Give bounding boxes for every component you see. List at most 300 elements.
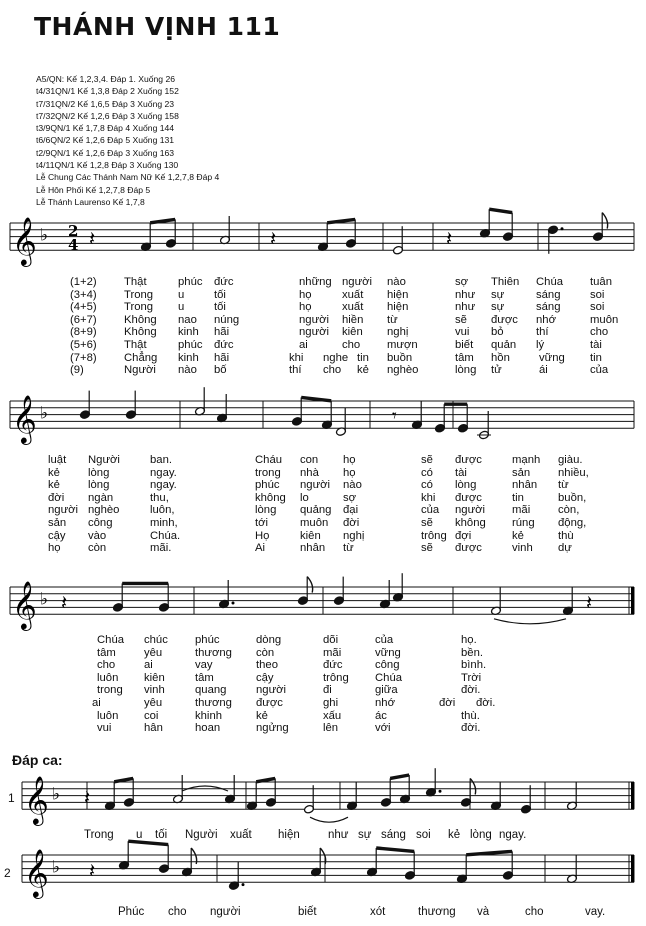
quarter-rest-icon: 𝄽 [61,590,68,615]
lyric-word: theo [256,659,278,672]
lyric-word: Chúa [97,634,125,646]
lyric-word: không [255,491,286,504]
lyric-word: quản [491,338,517,351]
lyric-word: buồn [387,351,413,364]
lyric-word: của [375,634,394,646]
note-beam [150,219,175,222]
lyric-word: và [477,906,490,918]
lyric-word: Trời [461,671,482,684]
lyric-word: (5+6) [70,338,97,351]
lyric-word: đời. [476,696,496,709]
quarter-rest-icon: 𝄽 [270,226,277,251]
note-beam [128,841,168,844]
lyric-word: người [342,276,373,288]
lyric-word: hãi [214,351,230,364]
lyric-word: còn [88,542,107,555]
lyric-word: khi [289,351,304,364]
dap-ca-label: Đáp ca: [12,752,63,768]
tie [310,817,348,822]
lyric-word: sẽ [421,542,433,555]
note-beam [256,778,275,781]
lyric-word: trong [255,466,281,479]
lyric-word: xuất [342,301,364,314]
lyric-word: tin [590,351,602,364]
lyric-word: u [178,301,185,314]
lyric-word: bình. [461,659,487,672]
lyric-word: trông [323,671,349,684]
eighth-rest-icon: 𝄾 [392,405,397,427]
lyric-word: ai [144,659,153,672]
lyric-word: họ. [461,634,477,646]
lyric-word: được [491,313,518,326]
lyric-word: phúc [178,276,203,288]
note-flag [307,577,312,593]
lyric-word: đời [48,491,65,504]
lyric-word: vinh [512,542,533,555]
lyric-word: chúc [144,634,168,646]
page-title: THÁNH VỊNH 111 [34,12,281,41]
treble-clef-icon: 𝄞 [12,580,37,630]
lyric-word: Họ [255,529,270,542]
treble-clef-icon: 𝄞 [24,848,49,898]
lyric-word: lòng [88,466,110,479]
lyric-word: nghị [387,326,409,339]
final-bar-thick [631,855,634,882]
lyric-word: mãi. [150,542,172,555]
lyric-word: Người [185,829,218,841]
lyric-word: Chúa. [150,529,181,542]
note-beam [466,851,512,854]
lyric-word: ghi [323,696,339,709]
quarter-rest-icon: 𝄽 [89,858,96,883]
lyric-word: người [299,313,330,326]
lyric-word: thương [418,906,456,918]
lyric-word: lòng [255,504,277,517]
lyric-word: hãi [214,326,230,339]
lyric-word: nhân [300,542,326,555]
lyric-word: soi [590,288,605,301]
lyric-word: kiên [144,671,165,684]
treble-clef-icon: 𝄞 [12,216,37,266]
dot [242,883,245,886]
lyric-word: nào [387,276,406,288]
lyric-word: vững [375,646,401,659]
lyric-word: thương [195,696,232,709]
lyric-word: sự [491,301,505,314]
lyric-word: kẻ [357,364,369,377]
lyric-word: vay. [585,906,606,918]
lyric-word: có [421,479,433,492]
lyric-word: kẻ [256,709,268,722]
lyric-word: lo [300,491,309,504]
lyric-word: dòng [256,634,282,646]
dot [439,790,442,793]
quarter-rest-icon: 𝄽 [446,226,453,251]
lyric-word: trông [421,529,447,542]
lyric-word: lòng [455,479,477,492]
lyric-word: thí [289,364,302,377]
lyric-word: nào [178,364,197,377]
lyric-word: Phúc [118,906,145,918]
lyric-word: nghe [323,351,349,364]
lyric-word: ái [539,364,548,377]
lyric-word: lòng [88,479,110,492]
lyric-word: phúc [178,338,203,351]
lyric-word: thù [558,529,574,542]
quarter-rest-icon: 𝄽 [84,785,91,810]
lyric-word: quảng [300,504,332,517]
treble-clef-icon: 𝄞 [24,775,49,825]
time-signature-top: 2 [68,222,79,240]
lyric-word: ngay. [150,466,177,479]
lyric-word: ngay. [150,479,177,492]
lyric-word: Thật [124,276,147,288]
lyric-word: từ [558,479,569,492]
lyric-word: Trong [124,288,154,301]
lyric-word: luật [48,454,67,466]
lyric-word: của [421,504,440,517]
response-number-2: 2 [4,866,11,880]
lyric-word: họ [343,454,356,466]
lyric-word: (8+9) [70,326,97,339]
lyric-word: sáng [536,301,561,314]
lyric-word: sáng [536,288,561,301]
lyric-word: hiện [387,288,409,301]
lyric-word: phúc [255,479,280,492]
lyric-word: thí [536,326,549,339]
lyric-word: giữa [375,684,398,697]
lyric-word: người [210,906,241,918]
lyric-word: biết [455,338,474,351]
schedule-line: Lễ Chung Các Thánh Nam Nữ Kế 1,2,7,8 Đáp 4 [36,172,220,183]
lyric-word: sản [48,516,67,529]
lyric-word: ngàn [88,491,114,504]
lyric-word: nhớ [375,696,395,709]
quarter-rest-icon: 𝄽 [586,590,593,615]
time-signature-bottom: 4 [68,236,79,254]
lyric-word: bền. [461,646,483,659]
lyric-word: (9) [70,364,84,377]
lyric-word: hoan [195,722,221,735]
lyric-word: (4+5) [70,301,97,314]
lyric-word: không [455,516,486,529]
flat-icon: ♭ [40,225,49,246]
lyric-word: tối [214,288,226,301]
lyric-word: động, [558,516,587,529]
lyric-word: soi [590,301,605,314]
lyric-word: Chúa [536,276,564,288]
lyric-word: Chẳng [124,351,158,364]
note-flag [602,213,607,229]
lyric-word: bố [214,364,227,377]
lyric-word: tuân [590,276,612,288]
note-beam [489,209,512,212]
lyric-word: tin [512,491,524,504]
lyric-word: cậy [256,671,274,684]
lyric-word: nghị [343,529,365,542]
lyric-word: Người [124,364,156,377]
lyric-word: được [455,454,482,466]
flat-icon: ♭ [52,784,61,805]
lyric-word: sáng [381,829,406,841]
lyric-word: thù. [461,709,480,722]
lyric-word: cho [97,659,116,672]
lyric-word: xuất [230,829,252,841]
lyric-word: ác [375,709,387,722]
lyric-word: đời [439,696,456,709]
lyric-word: giàu. [558,454,583,466]
lyric-word: với [375,722,391,735]
lyric-word: lý [536,338,545,351]
lyric-word: sợ [343,491,357,504]
lyric-word: thu, [150,491,169,504]
final-bar-thick [631,782,634,809]
lyric-word: vui [97,722,112,735]
lyric-word: từ [343,542,354,555]
schedule-line: t7/32QN/2 Kế 1,2,6 Đáp 3 Xuống 158 [36,110,179,121]
response-number-1: 1 [8,791,15,805]
lyric-word: người [455,504,486,517]
lyric-word: vững [539,351,565,364]
lyric-word: như [328,829,349,841]
note-beam [376,848,414,851]
lyric-word: phúc [195,634,220,646]
lyric-word: công [375,659,400,672]
lyric-word: ngay. [499,829,527,841]
lyric-word: khi [421,491,436,504]
schedule-line: t4/31QN/1 Kế 1,3,8 Đáp 2 Xuống 152 [36,86,179,97]
lyric-word: vào [88,529,107,542]
lyric-word: tâm [97,646,116,659]
lyric-word: sợ [455,276,469,288]
note-beam [301,397,331,400]
lyric-word: như [455,301,476,314]
lyric-word: biết [298,906,317,918]
lyric-word: đời [343,516,360,529]
lyric-word: dõi [323,634,339,646]
lyric-word: họ [48,542,61,555]
lyric-word: luôn [97,671,119,684]
lyric-word: ai [92,696,101,709]
lyric-word: người [256,684,287,697]
lyric-word: đại [343,504,359,517]
lyric-word: đi [323,684,332,697]
schedule-line: t3/9QN/1 Kế 1,7,8 Đáp 4 Xuống 144 [36,123,175,134]
lyric-word: nhớ [536,313,556,326]
lyric-word: kẻ [448,829,461,841]
lyric-word: sản [512,466,531,479]
lyric-word: của [590,364,609,377]
lyric-word: được [256,696,283,709]
lyric-word: (7+8) [70,351,97,364]
lyric-word: sẽ [455,313,467,326]
treble-clef-icon: 𝄞 [12,394,37,444]
lyric-word: mạnh [512,454,541,466]
lyric-word: hân [144,722,163,735]
lyric-word: nào [343,479,362,492]
lyric-word: muôn [590,313,619,326]
lyric-word: người [300,479,331,492]
lyric-word: tài [590,338,602,351]
lyric-word: kiên [300,529,321,542]
note-beam [390,775,409,778]
lyric-word: soi [416,829,431,841]
lyric-word: khinh [195,709,223,722]
lyric-word: minh, [150,516,178,529]
lyric-word: yêu [144,646,163,659]
lyric-word: Người [88,454,120,466]
lyric-word: muôn [300,516,329,529]
lyric-word: được [455,491,482,504]
lyric-word: ban. [150,454,172,466]
lyric-word: bỏ [491,326,504,339]
lyric-word: Ai [255,542,266,555]
lyric-word: tài [455,466,467,479]
lyric-word: tâm [455,351,474,364]
lyric-word: lòng [470,829,492,841]
lyric-word: dự [558,542,572,555]
lyric-word: con [300,454,319,466]
lyric-word: rúng [512,516,535,529]
lyric-word: họ [299,288,312,301]
lyric-word: Không [124,313,157,326]
lyric-word: trong [97,684,123,697]
schedule-line: A5/QN: Kế 1,2,3,4. Đáp 1. Xuống 26 [36,74,176,84]
lyric-word: ai [299,338,308,351]
lyric-word: sẽ [421,454,433,466]
lyric-word: những [299,276,332,288]
lyric-word: núng [214,313,240,326]
lyric-word: u [178,288,185,301]
lyric-word: tin [357,351,369,364]
lyric-word: vinh [144,684,165,697]
lyric-word: hiện [278,829,300,841]
lyric-word: mãi [323,646,342,659]
lyric-word: cho [168,906,187,918]
lyric-word: mãi [512,504,531,517]
note-beam [327,219,355,222]
lyric-word: người [299,326,330,339]
lyric-word: sự [358,829,372,841]
lyric-word: thương [195,646,232,659]
lyric-word: như [455,288,476,301]
lyric-word: luôn, [150,504,175,517]
lyric-word: họ [299,301,312,314]
quarter-rest-icon: 𝄽 [89,226,96,251]
lyric-word: yêu [144,696,163,709]
lyric-word: đức [323,659,343,672]
lyric-word: (1+2) [70,276,97,288]
tie [494,619,566,624]
lyric-word: tâm [195,671,214,684]
lyric-word: tử [491,364,502,377]
lyric-word: nao [178,313,197,326]
lyric-word: nghèo [88,504,120,517]
lyric-word: có [421,466,433,479]
lyric-word: Cháu [255,454,283,466]
schedule-line: t6/6QN/2 Kế 1,2,6 Đáp 5 Xuống 131 [36,135,175,146]
schedule-line: Lễ Hôn Phối Kế 1,2,7,8 Đáp 5 [36,184,151,195]
lyric-word: Trong [84,829,114,841]
lyric-word: họ [343,466,356,479]
lyric-word: đức [214,276,234,288]
lyric-word: buồn, [558,491,587,504]
lyric-word: mượn [387,338,418,351]
lyric-word: coi [144,709,159,722]
lyric-word: vui [455,326,470,339]
lyric-word: xót [370,906,386,918]
lyric-word: hồn [491,351,510,364]
lyric-word: hiền [342,313,364,326]
lyric-word: cho [590,326,609,339]
lyric-word: sẽ [421,516,433,529]
lyric-word: công [88,516,113,529]
flat-icon: ♭ [40,403,49,424]
lyric-word: (3+4) [70,288,97,301]
lyric-word: xuất [342,288,364,301]
flat-icon: ♭ [40,589,49,610]
dot [561,227,564,230]
lyric-word: còn, [558,504,580,517]
lyric-word: kiên [342,326,363,339]
final-bar-thick [631,587,634,614]
lyric-word: quang [195,684,227,697]
dot [232,602,235,605]
schedule-line: t4/11QN/1 Kế 1,2,8 Đáp 3 Xuống 130 [36,160,179,171]
lyric-word: nghèo [387,364,419,377]
lyric-word: Thiên [491,276,520,288]
lyric-word: hiện [387,301,409,314]
lyric-word: xấu [323,709,342,722]
lyric-word: kẻ [48,479,60,492]
lyric-word: đợi [455,529,472,542]
lyric-word: Không [124,326,157,339]
note-flag [470,778,475,794]
lyric-word: u [136,829,143,841]
lyric-word: đời. [461,684,481,697]
lyric-word: kinh [178,326,199,339]
lyric-word: còn [256,646,275,659]
lyric-word: lên [323,722,339,735]
lyric-word: cho [323,364,342,377]
lyric-word: Chúa [375,671,403,684]
lyric-word: lòng [455,364,477,377]
lyric-word: đức [214,338,234,351]
lyric-word: từ [387,313,398,326]
lyric-word: nhân [512,479,538,492]
lyric-word: cậy [48,529,66,542]
flat-icon: ♭ [52,857,61,878]
lyric-word: (6+7) [70,313,97,326]
lyric-word: nhà [300,466,319,479]
schedule-line: t2/9QN/1 Kế 1,2,6 Đáp 3 Xuống 163 [36,147,175,158]
lyric-word: tới [255,516,269,529]
lyric-word: sự [491,288,505,301]
lyric-word: kinh [178,351,199,364]
lyric-word: người [48,504,79,517]
lyric-word: được [455,542,482,555]
lyric-word: đời. [461,722,481,735]
schedule-line: Lễ Thánh Laurenso Kế 1,7,8 [36,196,145,207]
lyric-word: Trong [124,301,154,314]
lyric-word: kẻ [512,529,524,542]
lyric-word: tối [214,301,226,314]
lyric-word: luôn [97,709,119,722]
lyric-word: ngửng [256,722,289,735]
lyric-word: cho [342,338,361,351]
lyric-word: vay [195,659,213,672]
lyric-word: cho [525,906,544,918]
